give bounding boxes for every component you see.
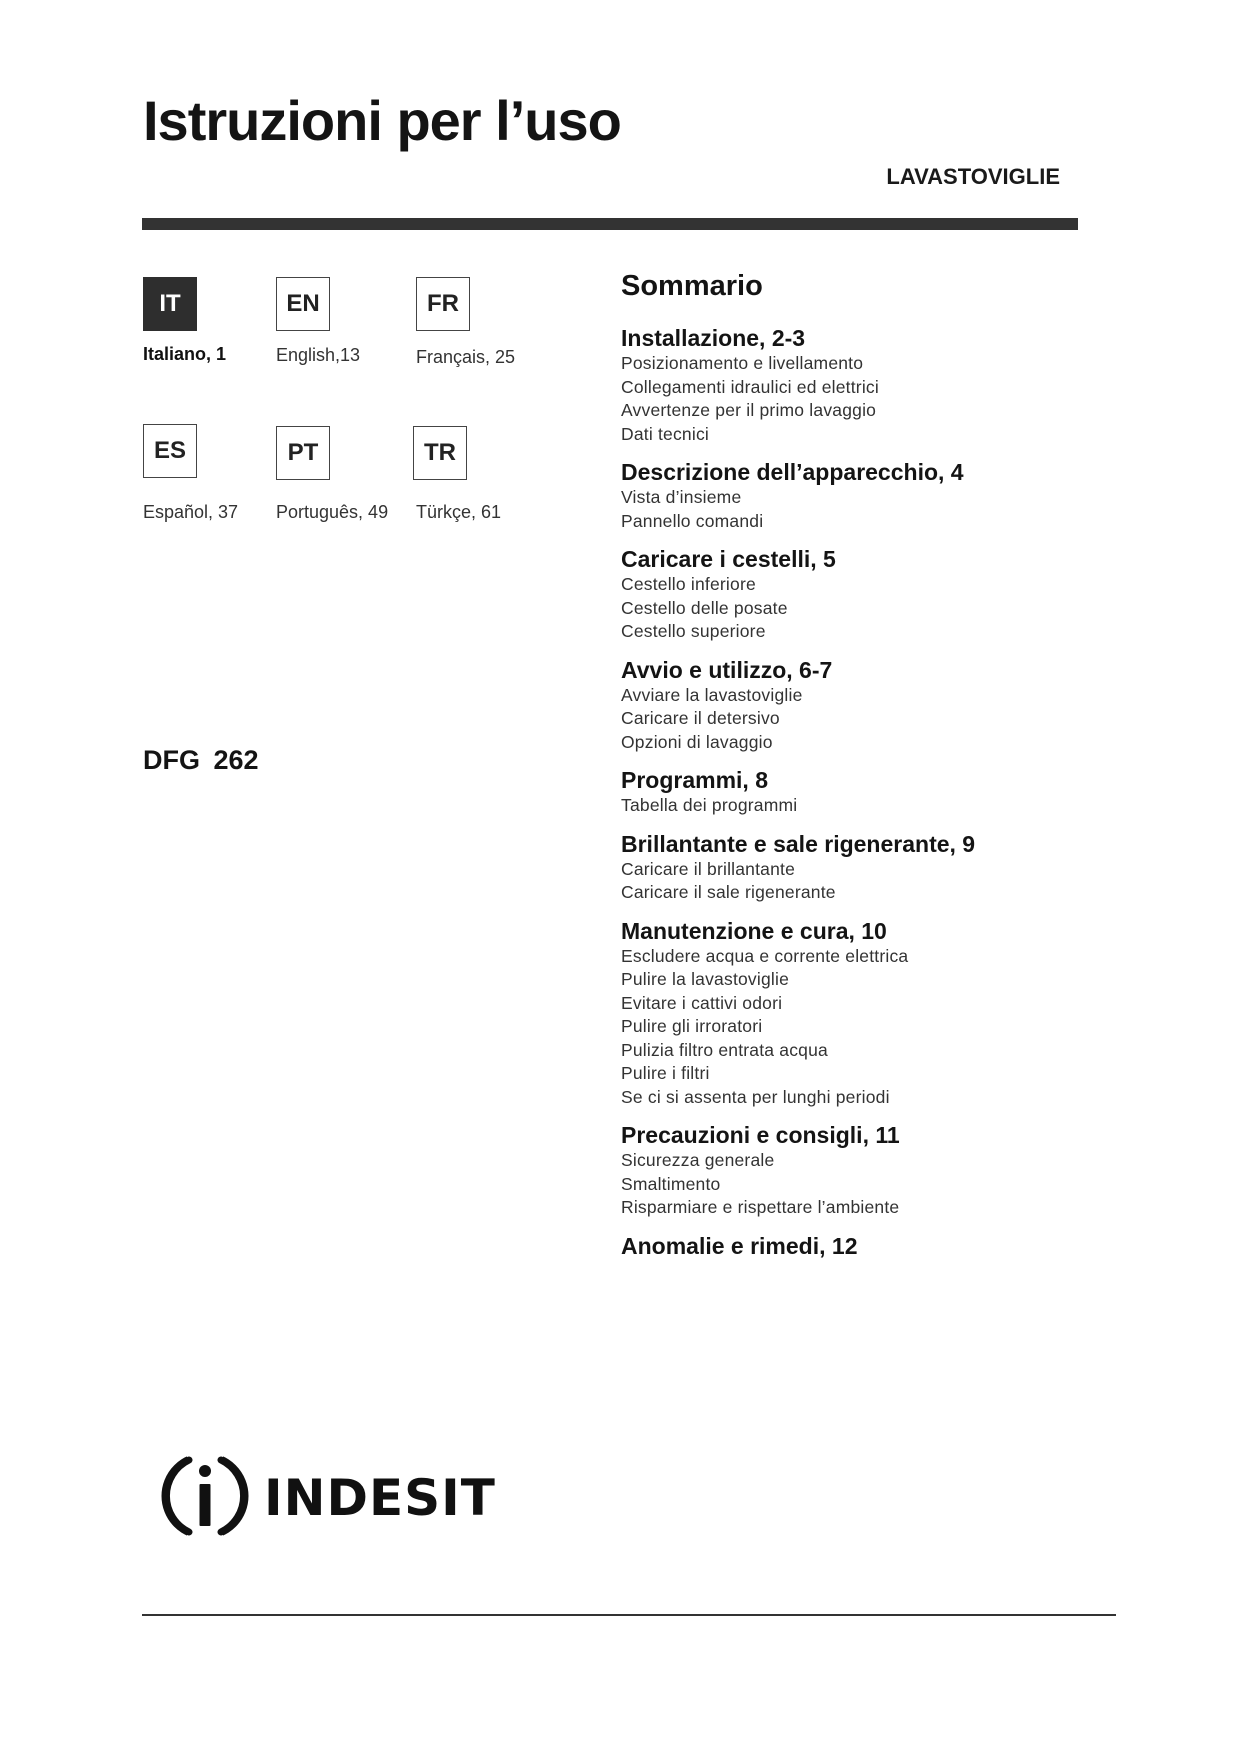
- lang-label-es: Español, 37: [143, 502, 239, 522]
- page-title: Istruzioni per l’uso: [143, 89, 621, 152]
- toc-heading: Anomalie e rimedi, 12: [621, 1232, 858, 1259]
- toc-section-brillantante: [621, 830, 1141, 905]
- toc-heading: Descrizione dell’apparecchio, 4: [621, 459, 964, 485]
- footer-divider: [142, 1614, 1116, 1616]
- toc-heading: Precauzioni e consigli, 11: [621, 1122, 900, 1148]
- toc-item: Sicurezza generale: [621, 1150, 775, 1170]
- toc-heading: Installazione, 2-3: [621, 325, 806, 351]
- toc-item: Cestello superiore: [621, 621, 766, 641]
- toc-heading: Programmi, 8: [621, 767, 768, 793]
- toc-item: Risparmiare e rispettare l’ambiente: [621, 1197, 900, 1217]
- toc-section-manutenzione: [621, 917, 1141, 1110]
- toc-item: Escludere acqua e corrente elettrica: [621, 945, 909, 966]
- toc-item: Evitare i cattivi odori: [621, 992, 783, 1013]
- contents-title: Sommario: [621, 270, 763, 302]
- lang-box-pt: PT: [276, 426, 330, 480]
- toc-section-precauzioni: [621, 1121, 1141, 1220]
- toc-item: Avviare la lavastoviglie: [621, 684, 803, 705]
- toc-section-installazione: [621, 324, 1141, 446]
- toc-item: Caricare il detersivo: [621, 708, 780, 728]
- lang-box-tr: TR: [413, 426, 467, 480]
- toc-item: Pulire la lavastoviglie: [621, 969, 790, 989]
- toc-section-anomalie: [621, 1232, 1141, 1260]
- lang-box-es: ES: [143, 424, 197, 478]
- toc-item: Caricare il sale rigenerante: [621, 882, 836, 902]
- toc-item: Se ci si assenta per lunghi periodi: [621, 1086, 890, 1107]
- info-circle-icon: [160, 1448, 500, 1544]
- lang-box-en: EN: [276, 277, 330, 331]
- header-divider: [142, 218, 1078, 230]
- toc-item: Opzioni di lavaggio: [621, 731, 773, 752]
- product-type: LAVASTOVIGLIE: [886, 164, 1060, 189]
- table-of-contents: [621, 324, 1141, 1272]
- lang-box-fr: FR: [416, 277, 470, 331]
- lang-label-en: English,13: [276, 345, 361, 365]
- lang-box-it: IT: [143, 277, 197, 331]
- brand-logo: [160, 1448, 500, 1544]
- toc-item: Pulire i filtri: [621, 1063, 710, 1083]
- toc-heading: Manutenzione e cura, 10: [621, 917, 887, 944]
- toc-section-programmi: [621, 766, 1141, 818]
- toc-item: Pulizia filtro entrata acqua: [621, 1039, 828, 1060]
- toc-item: Posizionamento e livellamento: [621, 353, 864, 373]
- toc-heading: Caricare i cestelli, 5: [621, 546, 836, 572]
- toc-item: Dati tecnici: [621, 423, 709, 444]
- model-number: DFG 262: [143, 745, 259, 775]
- toc-item: Tabella dei programmi: [621, 795, 798, 815]
- toc-item: Pulire gli irroratori: [621, 1016, 763, 1036]
- toc-item: Cestello inferiore: [621, 574, 756, 594]
- lang-label-tr: Türkçe, 61: [416, 502, 502, 522]
- logo-text: INDESIT: [264, 1469, 496, 1527]
- toc-item: Smaltimento: [621, 1173, 721, 1194]
- lang-label-fr: Français, 25: [416, 347, 516, 367]
- toc-item: Pannello comandi: [621, 510, 764, 531]
- toc-item: Collegamenti idraulici ed elettrici: [621, 376, 879, 397]
- toc-item: Vista d’insieme: [621, 487, 742, 507]
- toc-heading: Brillantante e sale rigenerante, 9: [621, 830, 976, 857]
- lang-label-pt: Português, 49: [276, 502, 389, 522]
- toc-item: Cestello delle posate: [621, 597, 788, 618]
- toc-section-descrizione: [621, 458, 1141, 533]
- toc-item: Avvertenze per il primo lavaggio: [621, 400, 877, 420]
- toc-item: Caricare il brillantante: [621, 858, 796, 879]
- toc-section-avvio: [621, 656, 1141, 755]
- toc-heading: Avvio e utilizzo, 6-7: [621, 656, 833, 683]
- toc-section-caricare: [621, 545, 1141, 644]
- lang-label-it: Italiano, 1: [143, 344, 227, 364]
